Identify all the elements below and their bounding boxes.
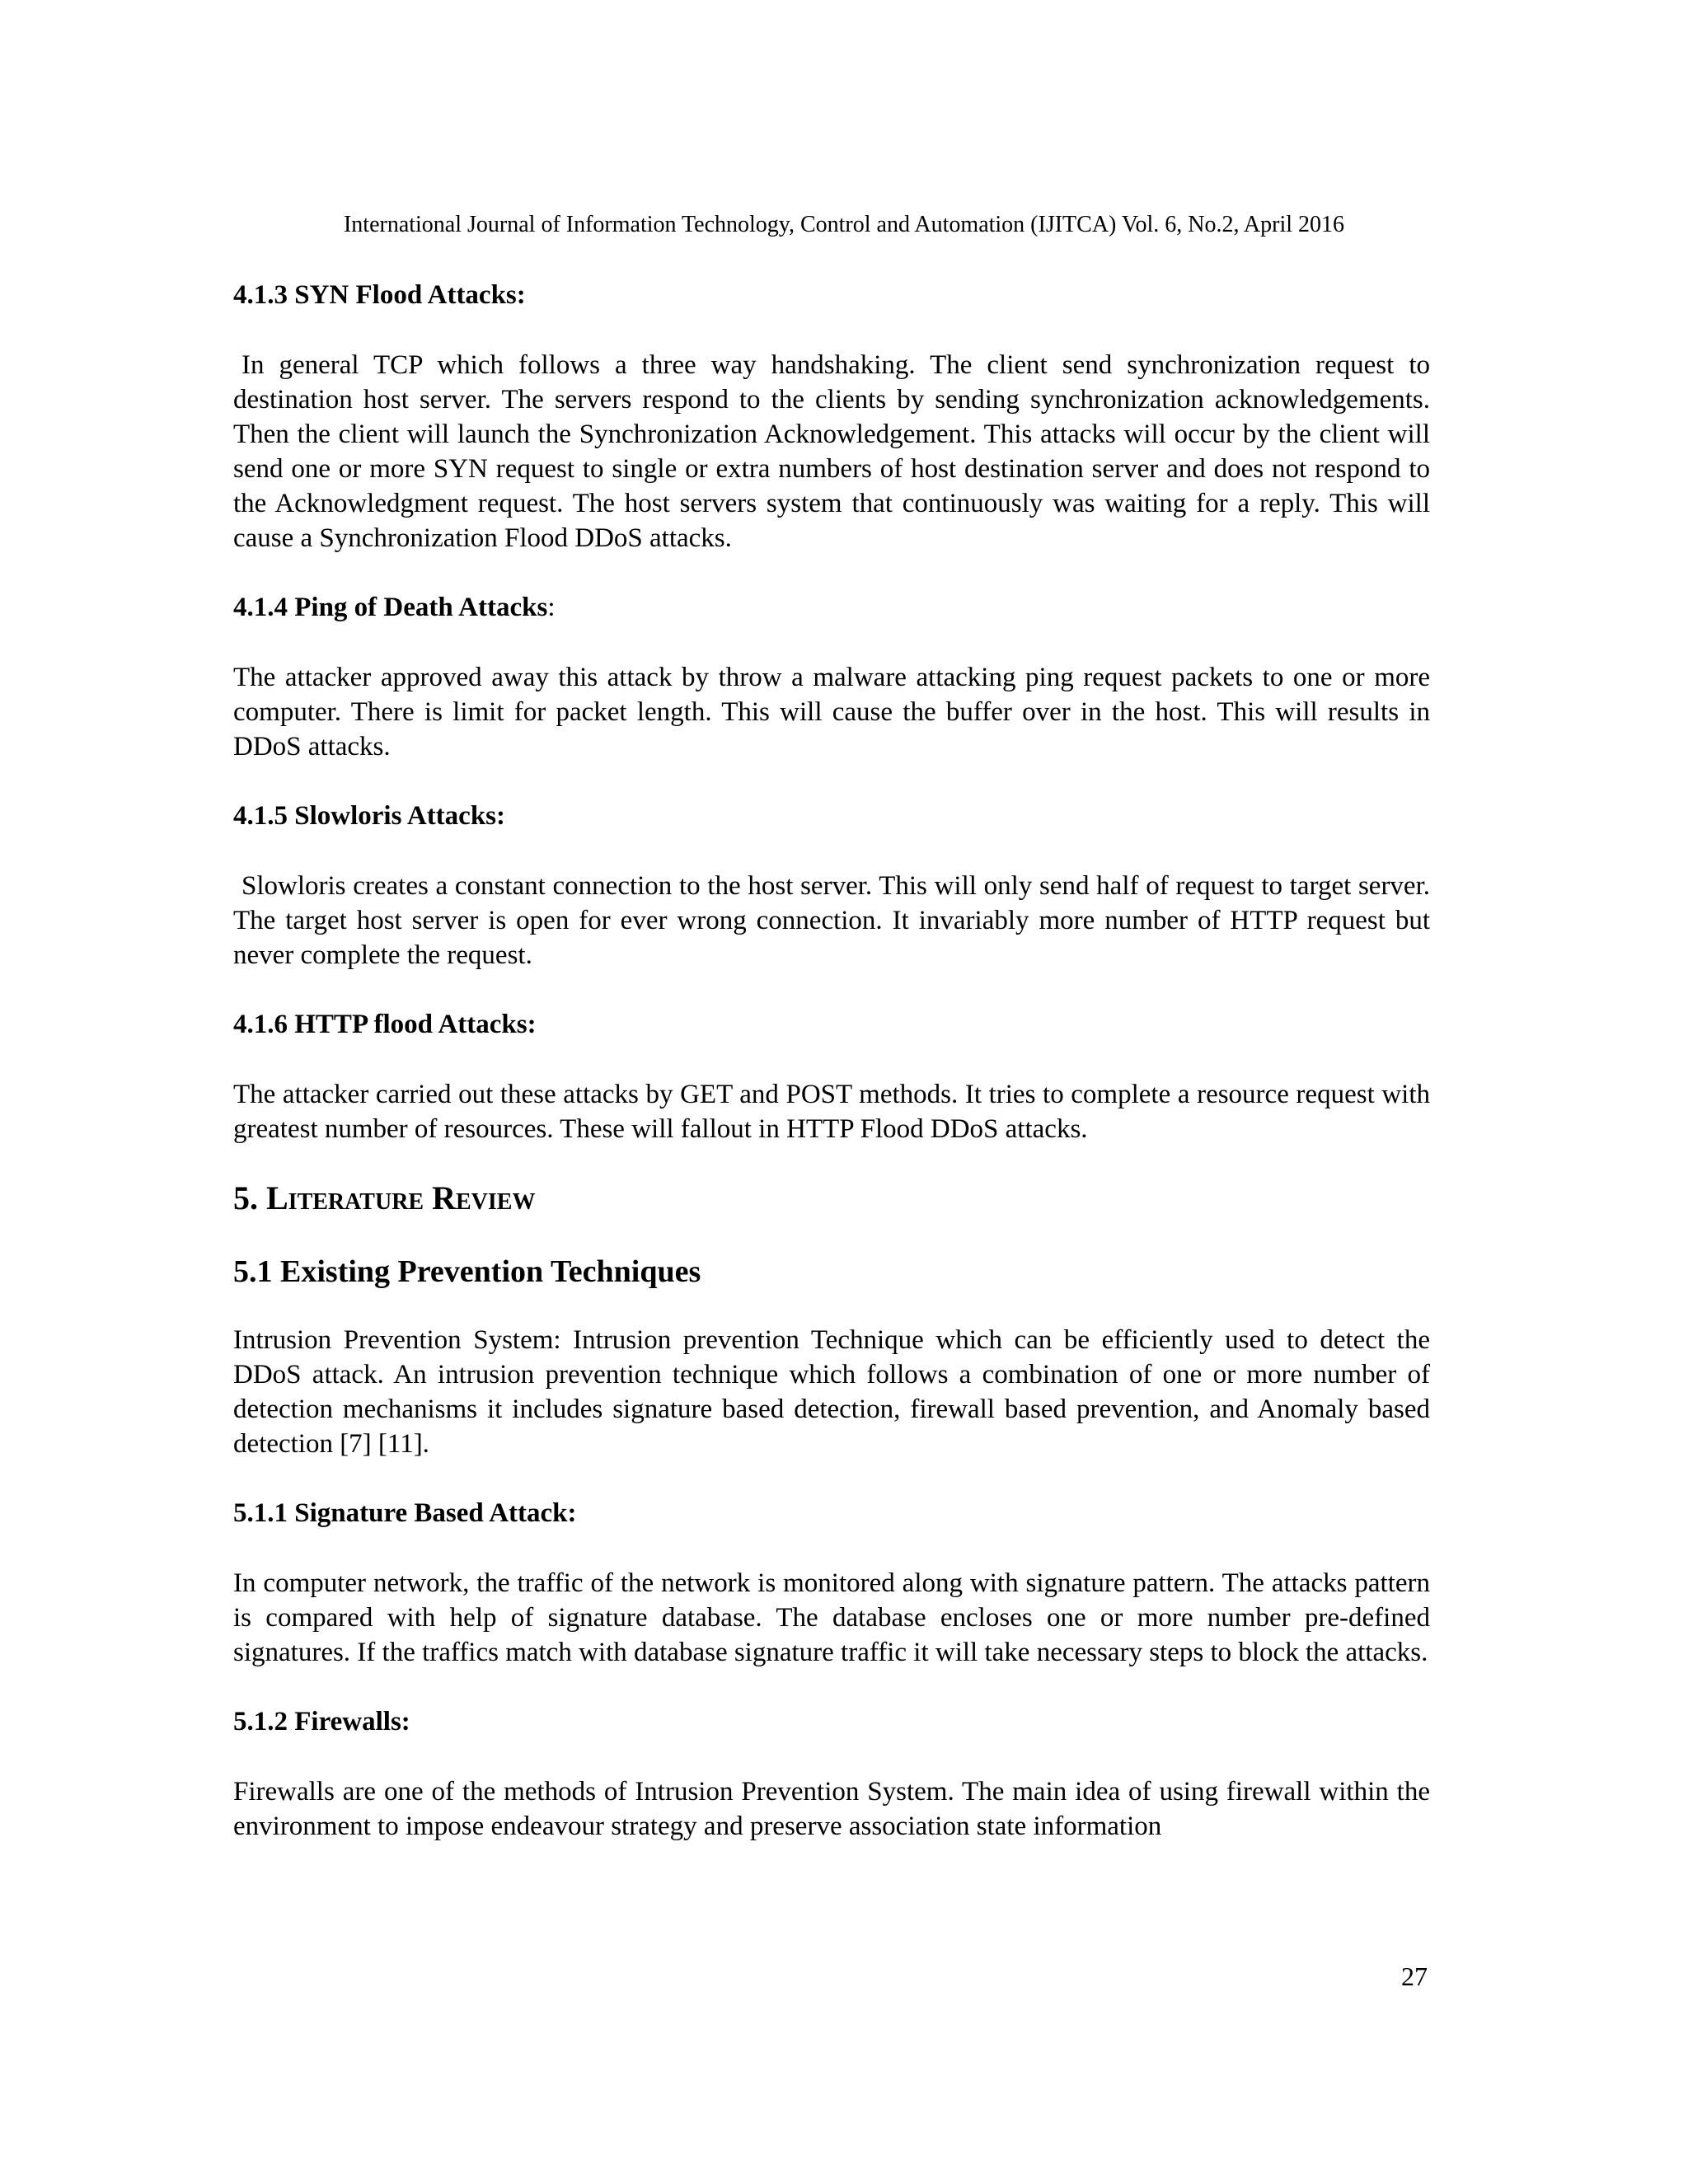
page-body	[233, 278, 1430, 1844]
heading-4-1-4-text: 4.1.4 Ping of Death Attacks	[233, 593, 548, 622]
heading-4-1-4	[233, 590, 1430, 625]
paragraph-slowloris: Slowloris creates a constant connection to the host server. This will only send half of request to target server. The target host server is open for ever wrong connection. It invariably more number of HTTP request but never complete the request.	[233, 871, 1430, 970]
heading-4-1-4-colon: :	[547, 593, 556, 622]
paragraph-signature-based: In computer network, the traffic of the network is monitored along with signature pattern. The attacks pattern is compared with help of signature database. The database encloses one or more number pre-defined signatures. If the traffics match with database signature traffic it will take necessary steps to block the attacks.	[233, 1568, 1430, 1667]
heading-5-1-1: 5.1.1 Signature Based Attack:	[233, 1498, 577, 1528]
heading-5-1-2: 5.1.2 Firewalls:	[233, 1707, 410, 1736]
heading-4-1-3: 4.1.3 SYN Flood Attacks:	[233, 280, 526, 310]
paragraph-http-flood: The attacker carried out these attacks by GET and POST methods. It tries to complete a resource request with greatest number of resources. These will fallout in HTTP Flood DDoS attacks.	[233, 1080, 1430, 1144]
heading-4-1-5: 4.1.5 Slowloris Attacks:	[233, 801, 505, 831]
paragraph-ping-of-death: The attacker approved away this attack by throw a malware attacking ping request packets to one or more computer. There is limit for packet length. This will cause the buffer over in the host. This will results in DDoS attacks.	[233, 663, 1430, 762]
paragraph-prevention-techniques: Intrusion Prevention System: Intrusion prevention Technique which can be efficiently used to detect the DDoS attack. An intrusion prevention technique which follows a combination of one or more number of detection mechanisms it includes signature based detection, firewall based prevention, and Anomaly based detection [7] [11].	[233, 1325, 1430, 1459]
paragraph-syn-flood: In general TCP which follows a three way handshaking. The client send synchronization request to destination host server. The servers respond to the clients by sending synchronization acknowledgements. Then the client will launch the Synchronization Acknowledgement. This attacks will occur by the client will send one or more SYN request to single or extra numbers of host destination server and does not respond to the Acknowledgment request. The host servers system that continuously was waiting for a reply. This will cause a Synchronization Flood DDoS attacks.	[233, 350, 1430, 553]
heading-4-1-6: 4.1.6 HTTP flood Attacks:	[233, 1010, 537, 1039]
running-header: International Journal of Information Technology, Control and Automation (IJITCA) Vol. 6, No.2, April 2016	[343, 212, 1345, 237]
heading-5-1: 5.1 Existing Prevention Techniques	[233, 1254, 701, 1289]
section-5-number: 5.	[233, 1179, 266, 1216]
section-5-title: Literature Review	[266, 1179, 536, 1216]
paragraph-firewalls: Firewalls are one of the methods of Intrusion Prevention System. The main idea of using firewall within the environment to impose endeavour strategy and preserve association state information	[233, 1777, 1430, 1841]
heading-section-5	[233, 1178, 1430, 1219]
page-number: 27	[1401, 1961, 1428, 1991]
